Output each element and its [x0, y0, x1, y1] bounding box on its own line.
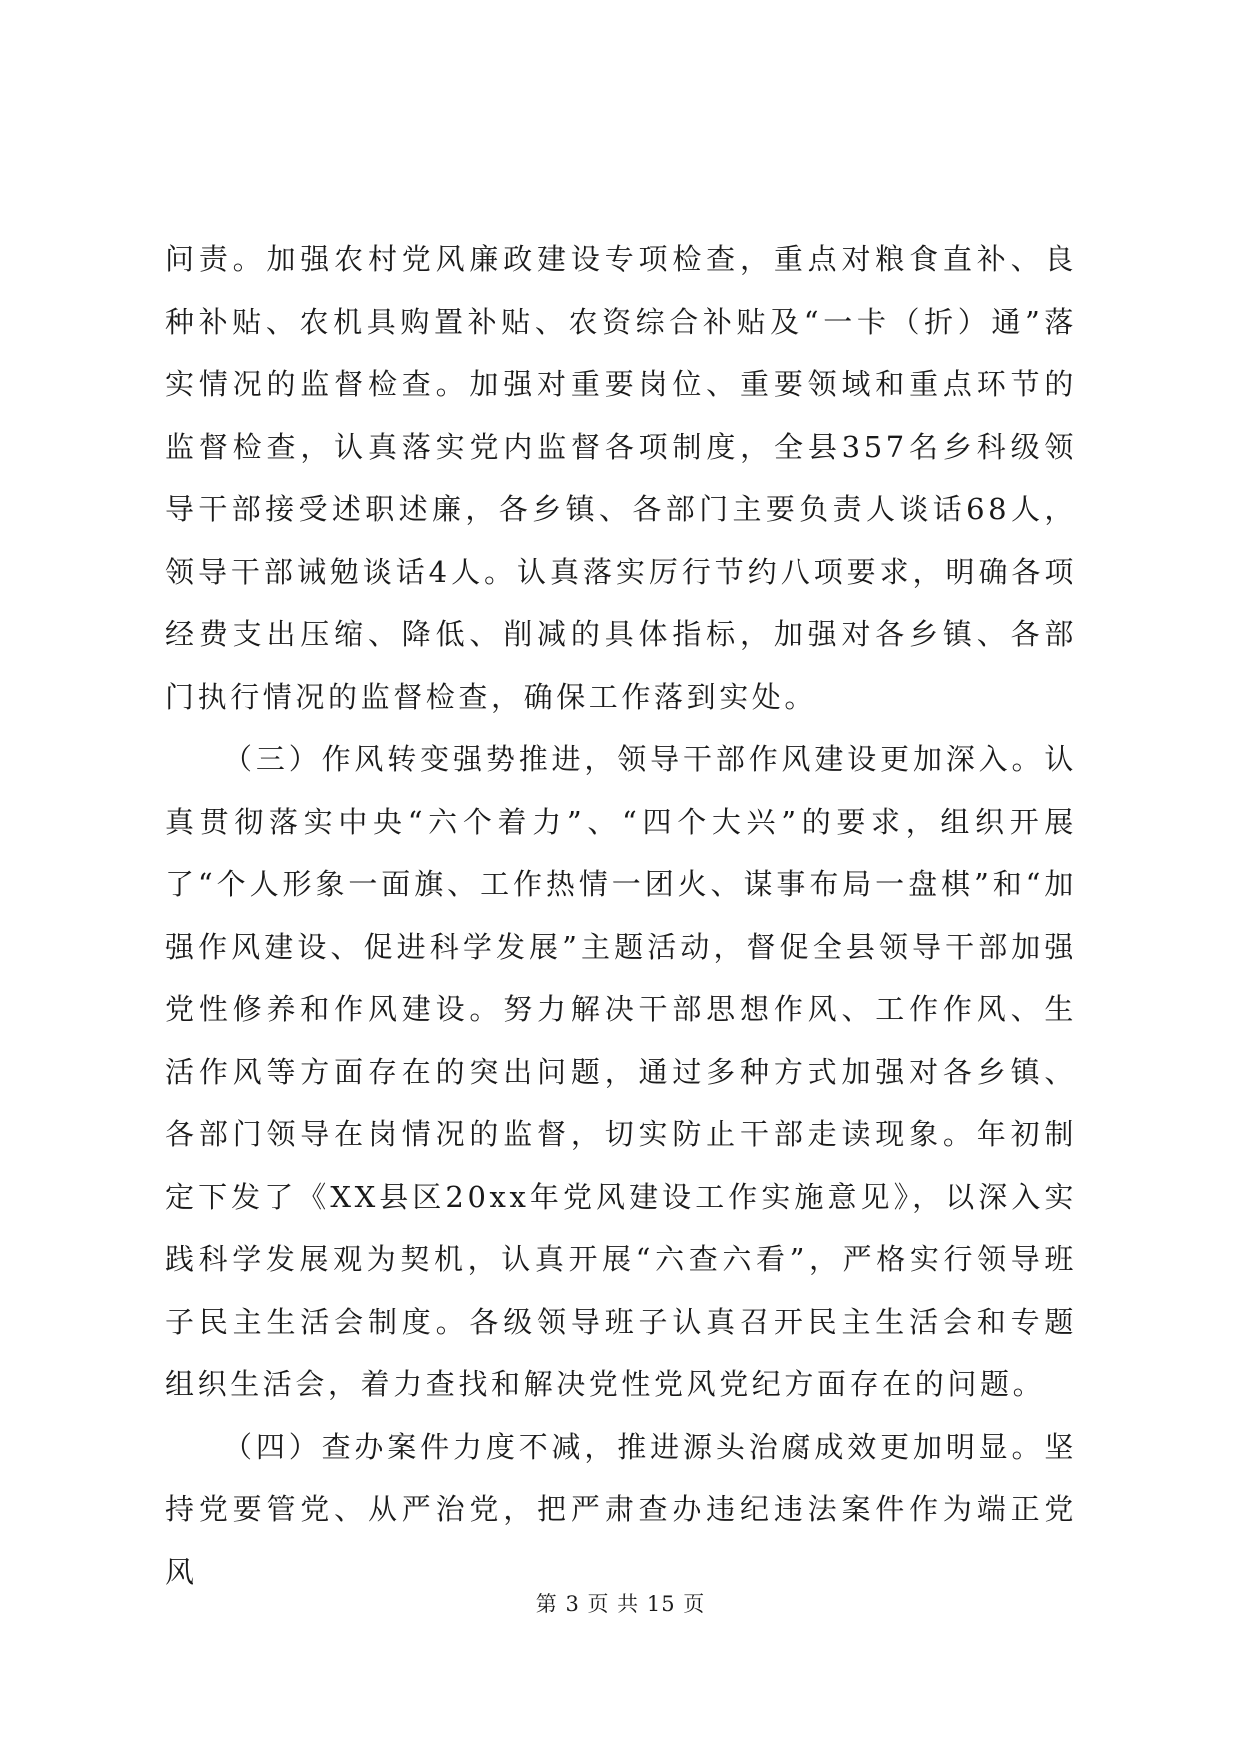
paragraph-continuation: 问责。加强农村党风廉政建设专项检查，重点对粮食直补、良种补贴、农机具购置补贴、农资综合补贴及“一卡（折）通”落实情况的监督检查。加强对重要岗位、重要领域和重点环节的监督检查，认真落实党内监督各项制度，全县357名乡科级领导干部接受述职述廉，各乡镇、各部门主要负责人谈话68人，领导干部诫勉谈话4人。认真落实厉行节约八项要求，明确各项经费支出压缩、降低、削减的具体指标，加强对各乡镇、各部门执行情况的监督检查，确保工作落到实处。	[165, 242, 1077, 714]
paragraph-section-4: （四）查办案件力度不减，推进源头治腐成效更加明显。坚持党要管党、从严治党，把严肃查办违纪违法案件作为端正党风	[165, 1429, 1077, 1589]
page-number-footer: 第 3 页 共 15 页	[535, 1592, 706, 1616]
document-body	[165, 228, 1077, 1603]
paragraph-section-3: （三）作风转变强势推进，领导干部作风建设更加深入。认真贯彻落实中央“六个着力”、“四个大兴”的要求，组织开展了“个人形象一面旗、工作热情一团火、谋事布局一盘棋”和“加强作风建设、促进科学发展”主题活动，督促全县领导干部加强党性修养和作风建设。努力解决干部思想作风、工作作风、生活作风等方面存在的突出问题，通过多种方式加强对各乡镇、各部门领导在岗情况的监督，切实防止干部走读现象。年初制定下发了《XX县区20xx年党风建设工作实施意见》，以深入实践科学发展观为契机，认真开展“六查六看”，严格实行领导班子民主生活会制度。各级领导班子认真召开民主生活会和专题组织生活会，着力查找和解决党性党风党纪方面存在的问题。	[165, 742, 1077, 1401]
